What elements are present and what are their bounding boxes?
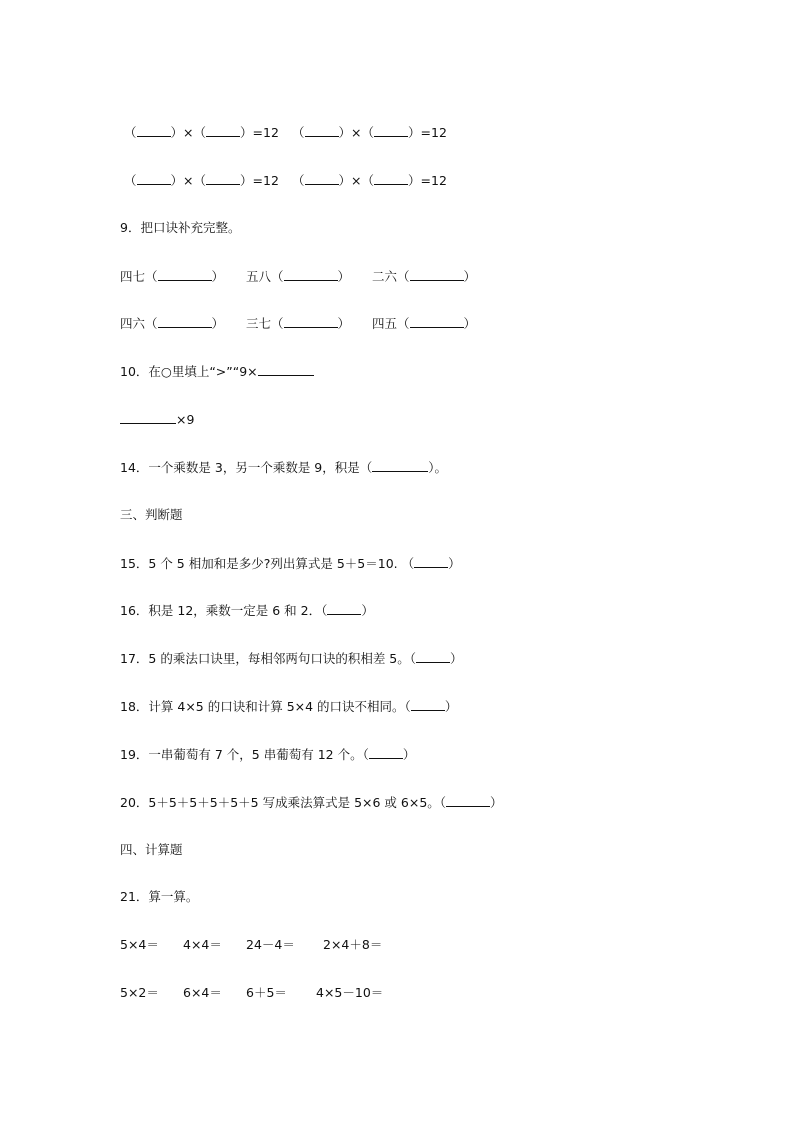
q10-line-1: 10．在○里填上“>”“9×: [120, 363, 314, 380]
answer-blank[interactable]: [284, 268, 338, 281]
q10-line-2: ×9: [120, 411, 194, 428]
answer-blank[interactable]: [374, 124, 408, 137]
calc-item: 2×4＋8＝: [323, 937, 383, 952]
answer-blank[interactable]: [120, 411, 176, 424]
answer-blank[interactable]: [410, 315, 464, 328]
answer-blank[interactable]: [416, 650, 450, 663]
judge-q20: 20．5＋5＋5＋5＋5＋5 写成乘法算式是 5×6 或 6×5。（ ）: [120, 795, 503, 810]
judge-q17: 17．5 的乘法口诀里，每相邻两句口诀的积相差 5。（ ）: [120, 651, 463, 666]
q9-item: 五八（ ）: [246, 269, 351, 284]
answer-blank[interactable]: [206, 172, 240, 185]
calc-item: 5×4＝: [120, 937, 159, 952]
answer-blank[interactable]: [158, 315, 212, 328]
calc-item: 24－4＝: [246, 937, 295, 952]
q9-item: 四六（ ）: [120, 316, 225, 331]
answer-blank[interactable]: [446, 794, 490, 807]
calc-item: 6×4＝: [183, 985, 222, 1000]
answer-blank[interactable]: [374, 172, 408, 185]
q8-row-1-right: （ ）×（ ）=12: [292, 125, 447, 140]
q8-row-1-left: （ ）×（ ）=12: [124, 125, 279, 140]
q9-item: 二六（ ）: [372, 269, 477, 284]
answer-blank[interactable]: [305, 172, 339, 185]
judge-q19: 19．一串葡萄有 7 个，5 串葡萄有 12 个。（ ）: [120, 747, 416, 762]
answer-blank[interactable]: [372, 459, 428, 472]
answer-blank[interactable]: [369, 746, 403, 759]
section-title: 四、计算题: [120, 842, 183, 857]
calc-item: 6＋5＝: [246, 985, 287, 1000]
q8-row-2-left: （ ）×（ ）=12: [124, 173, 279, 188]
answer-blank[interactable]: [327, 602, 361, 615]
answer-blank[interactable]: [137, 124, 171, 137]
q9-item: 四七（ ）: [120, 269, 225, 284]
answer-blank[interactable]: [414, 555, 448, 568]
q9-title: 9．把口诀补充完整。: [120, 220, 241, 235]
calc-item: 5×2＝: [120, 985, 159, 1000]
q9-item: 四五（ ）: [372, 316, 477, 331]
answer-blank[interactable]: [258, 363, 314, 376]
answer-blank[interactable]: [410, 268, 464, 281]
judge-q15: 15．5 个 5 相加和是多少?列出算式是 5＋5＝10. （ ）: [120, 556, 461, 571]
calc-item: 4×4＝: [183, 937, 222, 952]
answer-blank[interactable]: [305, 124, 339, 137]
q14: 14．一个乘数是 3，另一个乘数是 9，积是（ ）。: [120, 460, 448, 475]
answer-blank[interactable]: [284, 315, 338, 328]
section-title: 三、判断题: [120, 507, 183, 522]
answer-blank[interactable]: [411, 698, 445, 711]
q9-item: 三七（ ）: [246, 316, 351, 331]
judge-q18: 18．计算 4×5 的口诀和计算 5×4 的口诀不相同。（ ）: [120, 699, 458, 714]
judge-q16: 16．积是 12，乘数一定是 6 和 2．（ ）: [120, 603, 374, 618]
calc-item: 4×5－10＝: [316, 985, 384, 1000]
q8-row-2-right: （ ）×（ ）=12: [292, 173, 447, 188]
q21-title: 21．算一算。: [120, 889, 199, 904]
answer-blank[interactable]: [137, 172, 171, 185]
answer-blank[interactable]: [206, 124, 240, 137]
answer-blank[interactable]: [158, 268, 212, 281]
